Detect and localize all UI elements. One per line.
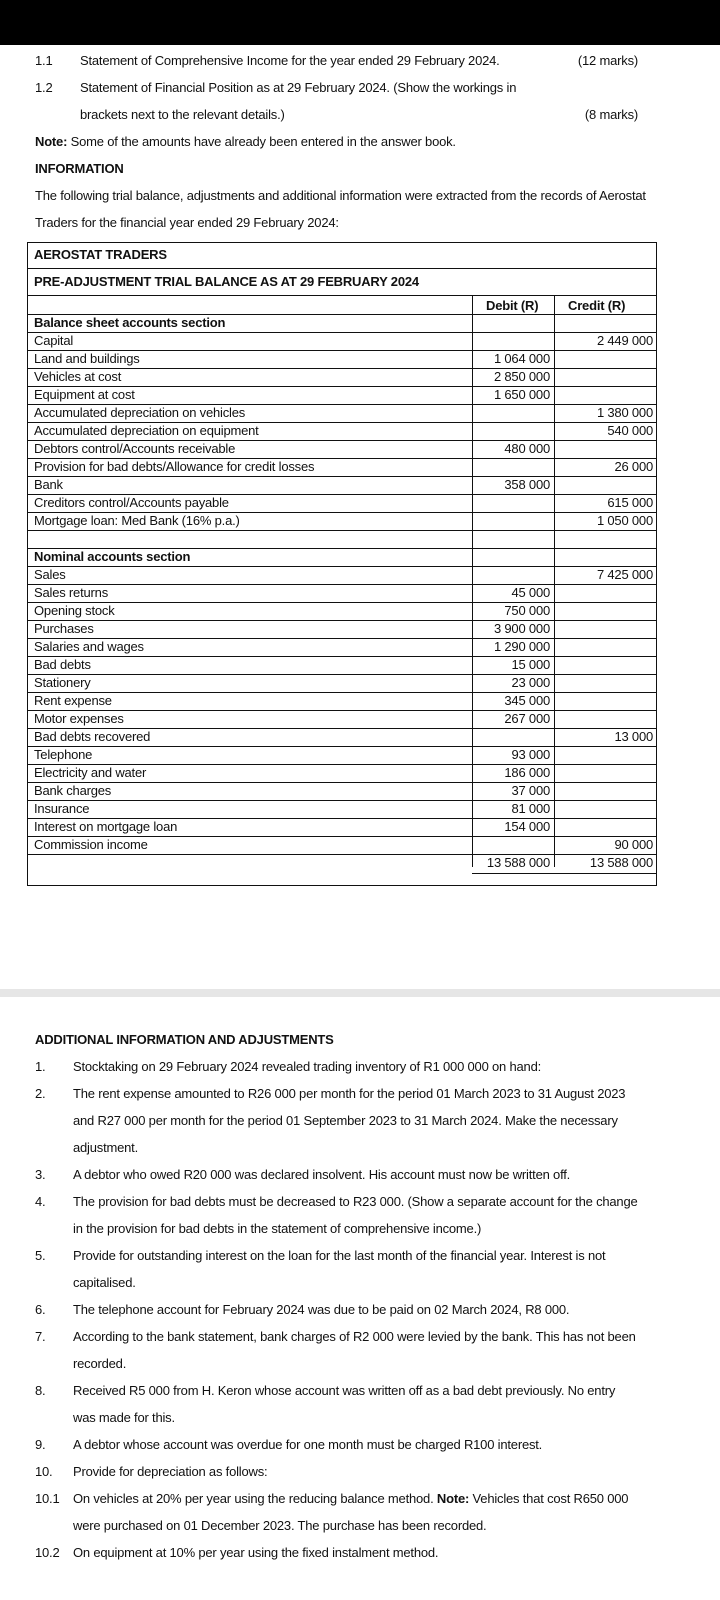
account-name: Sales	[34, 567, 66, 582]
account-name: Interest on mortgage loan	[34, 819, 178, 834]
debit-amount: 15 000	[511, 657, 550, 672]
item-number: 10.	[35, 1464, 53, 1479]
row-line	[27, 854, 657, 855]
account-name: Stationery	[34, 675, 91, 690]
credit-amount: 540 000	[607, 423, 653, 438]
row-line	[27, 656, 657, 657]
question-text: Statement of Comprehensive Income for the year ended 29 February 2024.	[80, 53, 500, 68]
row-line	[27, 800, 657, 801]
item-number: 4.	[35, 1194, 46, 1209]
row-line	[27, 782, 657, 783]
item-text: Stocktaking on 29 February 2024 revealed trading inventory of R1 000 000 on hand:	[73, 1059, 542, 1074]
row-line	[27, 332, 657, 333]
item-number: 8.	[35, 1383, 46, 1398]
credit-amount: 1 380 000	[596, 405, 653, 420]
credit-amount: 615 000	[607, 495, 653, 510]
item-text-part: On vehicles at 20% per year using the reducing balance method.	[73, 1491, 437, 1506]
credit-amount: 13 000	[614, 729, 653, 744]
item-text: According to the bank statement, bank charges of R2 000 were levied by the bank. This has not been	[73, 1329, 636, 1344]
item-number: 7.	[35, 1329, 46, 1344]
credit-amount: 26 000	[614, 459, 653, 474]
credit-amount: 90 000	[614, 837, 653, 852]
table-border	[27, 242, 28, 886]
debit-total: 13 588 000	[486, 855, 550, 870]
credit-header: Credit (R)	[568, 298, 626, 313]
row-line	[27, 620, 657, 621]
item-number: 10.1	[35, 1491, 60, 1506]
question-text: Statement of Financial Position as at 29 February 2024. (Show the workings in	[80, 80, 517, 95]
item-text: were purchased on 01 December 2023. The purchase has been recorded.	[73, 1518, 487, 1533]
item-text: recorded.	[73, 1356, 127, 1371]
item-text: A debtor who owed R20 000 was declared insolvent. His account must now be written off.	[73, 1167, 571, 1182]
debit-amount: 45 000	[511, 585, 550, 600]
account-name: Creditors control/Accounts payable	[34, 495, 229, 510]
account-name: Bank charges	[34, 783, 112, 798]
debit-amount: 93 000	[511, 747, 550, 762]
account-name: Salaries and wages	[34, 639, 144, 654]
item-number: 1.	[35, 1059, 46, 1074]
additional-heading: ADDITIONAL INFORMATION AND ADJUSTMENTS	[35, 1032, 334, 1047]
item-text: capitalised.	[73, 1275, 136, 1290]
item-text: Provide for outstanding interest on the loan for the last month of the financial year. Interest is not	[73, 1248, 606, 1263]
credit-amount: 2 449 000	[596, 333, 653, 348]
row-line	[27, 674, 657, 675]
item-number: 9.	[35, 1437, 46, 1452]
row-line	[27, 746, 657, 747]
debit-amount: 81 000	[511, 801, 550, 816]
item-text: and R27 000 per month for the period 01 September 2023 to 31 March 2024. Make the necessary	[73, 1113, 618, 1128]
account-name: Purchases	[34, 621, 94, 636]
account-name: Vehicles at cost	[34, 369, 122, 384]
debit-amount: 2 850 000	[493, 369, 550, 384]
question-text: brackets next to the relevant details.)	[80, 107, 285, 122]
account-name: Debtors control/Accounts receivable	[34, 441, 236, 456]
debit-amount: 23 000	[511, 675, 550, 690]
debit-amount: 186 000	[504, 765, 550, 780]
note-label: Note:	[436, 1491, 470, 1506]
debit-amount: 267 000	[504, 711, 550, 726]
information-line: Traders for the financial year ended 29 February 2024:	[35, 215, 339, 230]
item-number: 6.	[35, 1302, 46, 1317]
account-name: Sales returns	[34, 585, 108, 600]
credit-total: 13 588 000	[589, 855, 653, 870]
item-text: adjustment.	[73, 1140, 139, 1155]
debit-amount: 345 000	[504, 693, 550, 708]
question-number: 1.1	[35, 53, 53, 68]
row-line	[27, 530, 657, 531]
account-name: Opening stock	[34, 603, 115, 618]
item-text: A debtor whose account was overdue for one month must be charged R100 interest.	[73, 1437, 543, 1452]
account-name: Bad debts recovered	[34, 729, 151, 744]
note	[35, 134, 456, 149]
debit-amount: 1 290 000	[493, 639, 550, 654]
table-title: AEROSTAT TRADERS	[34, 247, 167, 262]
account-name: Provision for bad debts/Allowance for credit losses	[34, 459, 315, 474]
credit-amount: 7 425 000	[596, 567, 653, 582]
item-text: The rent expense amounted to R26 000 per month for the period 01 March 2023 to 31 August 2023	[73, 1086, 626, 1101]
debit-amount: 3 900 000	[493, 621, 550, 636]
debit-amount: 480 000	[504, 441, 550, 456]
debit-amount: 1 650 000	[493, 387, 550, 402]
row-line	[27, 692, 657, 693]
account-name: Equipment at cost	[34, 387, 135, 402]
account-name: Rent expense	[34, 693, 112, 708]
trial-balance-table	[27, 242, 657, 886]
account-name: Commission income	[34, 837, 148, 852]
total-double-line	[472, 873, 657, 874]
credit-amount: 1 050 000	[596, 513, 653, 528]
debit-amount: 750 000	[504, 603, 550, 618]
account-name: Capital	[34, 333, 74, 348]
table-subtitle: PRE-ADJUSTMENT TRIAL BALANCE AS AT 29 FEBRUARY 2024	[34, 274, 419, 289]
row-line	[27, 476, 657, 477]
information-heading: INFORMATION	[35, 161, 124, 176]
item-text: On equipment at 10% per year using the fixed instalment method.	[73, 1545, 439, 1560]
account-name: Electricity and water	[34, 765, 147, 780]
table-border	[27, 242, 657, 243]
account-name: Telephone	[34, 747, 93, 762]
note-label: Note:	[35, 134, 68, 149]
section-heading: Nominal accounts section	[34, 549, 191, 564]
debit-amount: 1 064 000	[493, 351, 550, 366]
account-name: Bank	[34, 477, 63, 492]
item-number: 3.	[35, 1167, 46, 1182]
question-marks: (12 marks)	[577, 53, 638, 68]
note-text: Some of the amounts have already been entered in the answer book.	[70, 134, 456, 149]
debit-amount: 37 000	[511, 783, 550, 798]
row-line	[27, 584, 657, 585]
account-name: Accumulated depreciation on equipment	[34, 423, 259, 438]
question-marks: (8 marks)	[584, 107, 638, 122]
table-border	[656, 242, 657, 886]
table-border	[27, 295, 657, 296]
item-text-part: Vehicles that cost R650 000	[469, 1491, 629, 1506]
section-heading: Balance sheet accounts section	[34, 315, 226, 330]
row-line	[27, 602, 657, 603]
item-number: 10.2	[35, 1545, 60, 1560]
item-text	[73, 1491, 628, 1506]
item-text: was made for this.	[73, 1410, 175, 1425]
item-number: 5.	[35, 1248, 46, 1263]
account-name: Land and buildings	[34, 351, 140, 366]
row-line	[27, 566, 657, 567]
debit-amount: 154 000	[504, 819, 550, 834]
item-text: in the provision for bad debts in the statement of comprehensive income.)	[73, 1221, 482, 1236]
account-name: Bad debts	[34, 657, 91, 672]
top-black-bar	[0, 0, 720, 45]
item-text: The provision for bad debts must be decreased to R23 000. (Show a separate account for the change	[73, 1194, 638, 1209]
question-number: 1.2	[35, 80, 53, 95]
debit-amount: 358 000	[504, 477, 550, 492]
table-border	[27, 268, 657, 269]
page-separator	[0, 989, 720, 997]
account-name: Accumulated depreciation on vehicles	[34, 405, 246, 420]
information-line: The following trial balance, adjustments and additional information were extracted from the records of Aerostat	[35, 188, 646, 203]
debit-header: Debit (R)	[486, 298, 539, 313]
table-border	[27, 885, 657, 886]
item-number: 2.	[35, 1086, 46, 1101]
item-text: Received R5 000 from H. Keron whose account was written off as a bad debt previously. No entry	[73, 1383, 616, 1398]
item-text: The telephone account for February 2024 was due to be paid on 02 March 2024, R8 000.	[73, 1302, 570, 1317]
row-line	[27, 368, 657, 369]
account-name: Mortgage loan: Med Bank (16% p.a.)	[34, 513, 240, 528]
item-text: Provide for depreciation as follows:	[73, 1464, 268, 1479]
account-name: Motor expenses	[34, 711, 124, 726]
account-name: Insurance	[34, 801, 90, 816]
